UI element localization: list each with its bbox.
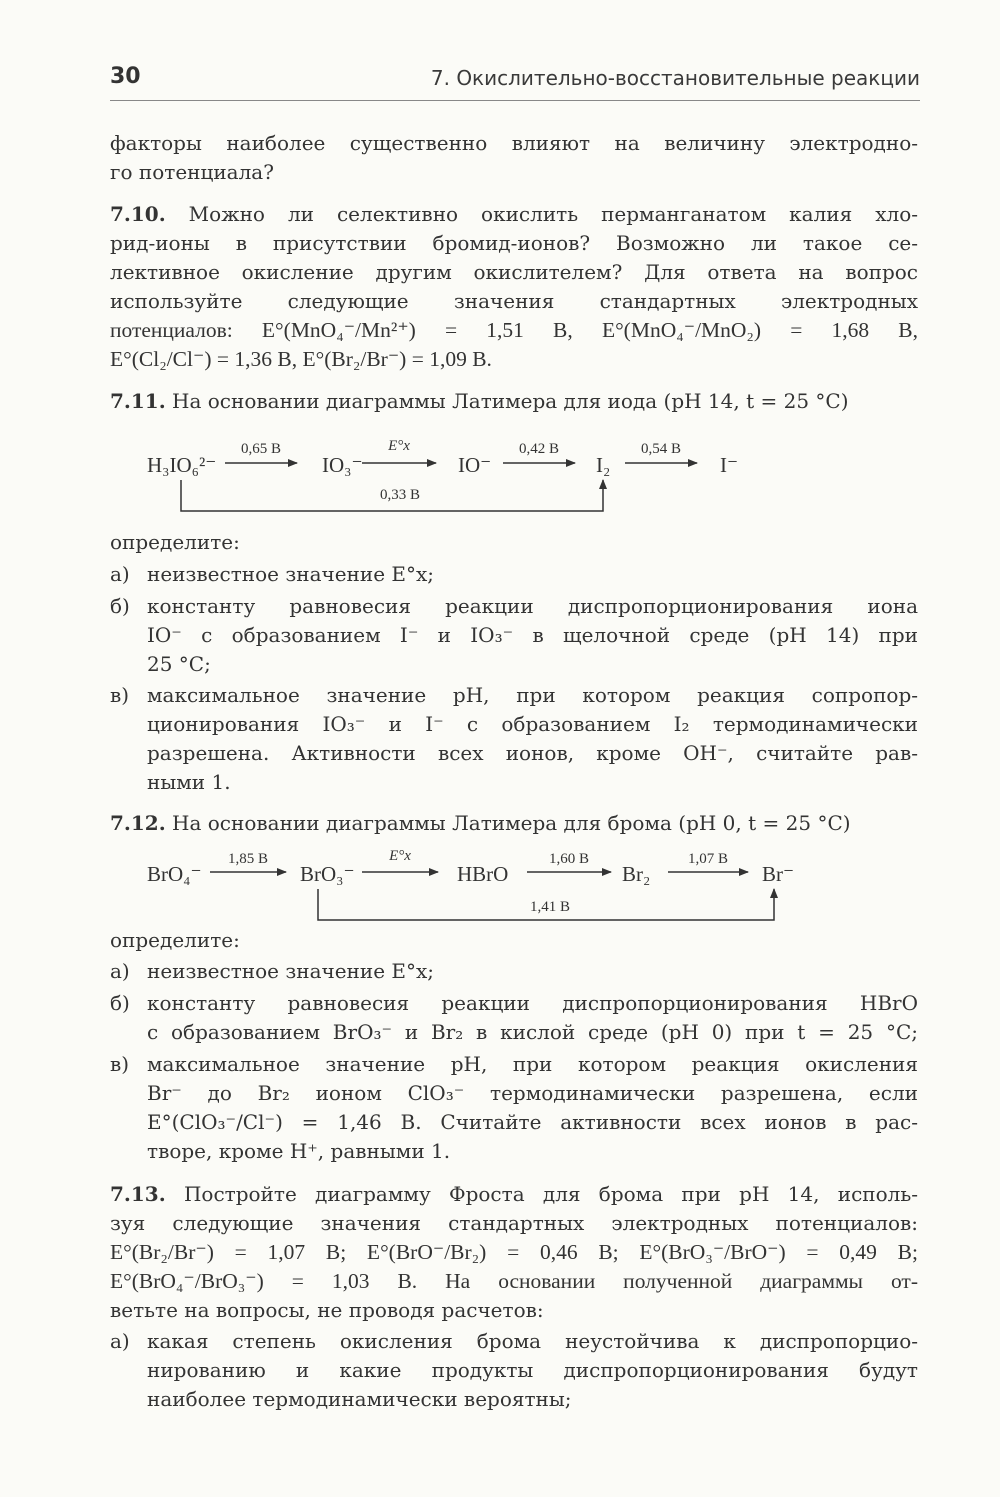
text-line: го потенциала? xyxy=(110,160,274,184)
page-number: 30 xyxy=(110,64,141,89)
item-text: константу равновесия реакции диспропорционирования иона xyxy=(147,594,918,618)
arrow-label: E°x xyxy=(389,848,411,864)
item-text: константу равновесия реакции диспропорционирования HBrO xyxy=(147,991,918,1015)
item-text: ными 1. xyxy=(147,770,231,794)
item-mark: б) xyxy=(110,991,130,1015)
text-line: лективное окисление другим окислителем? Для ответа на вопрос xyxy=(110,260,918,284)
bracket-arrow xyxy=(318,889,774,920)
formula-line: E°(BrO₄⁻/BrO₃⁻) = 1,03 В. На основании полученной диаграммы от- xyxy=(110,1269,918,1293)
arrow-label: 1,85 В xyxy=(227,851,268,867)
problem-number: 7.13. xyxy=(110,1182,166,1206)
problem-number: 7.11. xyxy=(110,389,166,413)
text-line: используйте следующие значения стандартных электродных xyxy=(110,289,918,313)
item-text: IO⁻ с образованием I⁻ и IO₃⁻ в щелочной среде (pH 14) при xyxy=(147,623,918,647)
arrow-label: 0,54 В xyxy=(640,441,681,457)
item-text: какая степень окисления брома неустойчива к диспропорцио- xyxy=(147,1329,918,1353)
species: Br₂ xyxy=(622,862,651,886)
species: BrO₄⁻ xyxy=(147,862,202,886)
item-text: творе, кроме H⁺, равными 1. xyxy=(147,1139,451,1163)
problem-7-12-line: 7.12. На основании диаграммы Латимера для брома (pH 0, t = 25 °C) xyxy=(110,811,851,835)
problem-7-13-line: 7.13. Постройте диаграмму Фроста для брома при pH 14, исполь- xyxy=(110,1182,919,1206)
species: HBrO xyxy=(457,862,509,886)
bracket-label: 0,33 В xyxy=(379,487,420,503)
formula-line: E°(Cl₂/Cl⁻) = 1,36 В, E°(Br₂/Br⁻) = 1,09 В. xyxy=(110,347,492,371)
problem-number: 7.10. xyxy=(110,202,166,226)
species: Br⁻ xyxy=(762,862,795,886)
text-line: факторы наиболее существенно влияют на величину электродно- xyxy=(110,131,918,155)
item-text: максимальное значение pH, при котором реакция сопропор- xyxy=(147,683,918,707)
formula-line: потенциалов: E°(MnO₄⁻/Mn²⁺) = 1,51 В, E°(MnO₄⁻/MnO₂) = 1,68 В, xyxy=(110,318,919,342)
problem-7-10-line: 7.10. Можно ли селективно окислить перманганатом калия хло- xyxy=(110,202,918,226)
item-text: нированию и какие продукты диспропорционирования будут xyxy=(147,1358,918,1382)
item-mark: а) xyxy=(110,562,130,586)
text-line: определите: xyxy=(110,928,240,952)
item-mark: а) xyxy=(110,959,130,983)
item-text: ционирования IO₃⁻ и I⁻ с образованием I₂ термодинамически xyxy=(147,712,918,736)
item-text: 25 °C; xyxy=(147,652,211,676)
formula-line: E°(Br₂/Br⁻) = 1,07 В; E°(BrO⁻/Br₂) = 0,46 В; E°(BrO₃⁻/BrO⁻) = 0,49 В; xyxy=(110,1240,918,1264)
problem-number: 7.12. xyxy=(110,811,166,835)
bracket-label: 1,41 В xyxy=(529,899,570,915)
text-line: зуя следующие значения стандартных электродных потенциалов: xyxy=(110,1211,918,1235)
species: H₃IO₆²⁻ xyxy=(147,453,217,477)
text-line: рид-ионы в присутствии бромид-ионов? Возможно ли такое се- xyxy=(110,231,918,255)
item-text: неизвестное значение E°x; xyxy=(147,562,435,586)
item-text: с образованием BrO₃⁻ и Br₂ в кислой среде (pH 0) при t = 25 °C; xyxy=(147,1020,918,1044)
species: I₂ xyxy=(596,453,611,477)
item-mark: в) xyxy=(110,683,130,707)
arrow-label: 1,60 В xyxy=(548,851,589,867)
item-mark: в) xyxy=(110,1052,130,1076)
running-title: 7. Окислительно-восстановительные реакции xyxy=(430,66,920,90)
problem-7-11-line: 7.11. На основании диаграммы Латимера для иода (pH 14, t = 25 °C) xyxy=(110,389,849,413)
item-text: разрешена. Активности всех ионов, кроме OH⁻, считайте рав- xyxy=(147,741,918,765)
species: I⁻ xyxy=(720,453,739,477)
item-text: максимальное значение pH, при котором реакция окисления xyxy=(147,1052,918,1076)
species: IO₃⁻ xyxy=(322,453,363,477)
item-mark: а) xyxy=(110,1329,130,1353)
item-mark: б) xyxy=(110,594,130,618)
item-text: E°(ClO₃⁻/Cl⁻) = 1,46 В. Считайте активности всех ионов в рас- xyxy=(147,1110,918,1134)
item-text: наиболее термодинамически вероятны; xyxy=(147,1387,572,1411)
item-text: неизвестное значение E°x; xyxy=(147,959,435,983)
species: BrO₃⁻ xyxy=(300,862,355,886)
arrow-label: 0,42 В xyxy=(518,441,559,457)
text-line: определите: xyxy=(110,530,240,554)
text-line: ветьте на вопросы, не проводя расчетов: xyxy=(110,1298,544,1322)
item-text: Br⁻ до Br₂ ионом ClO₃⁻ термодинамически разрешена, если xyxy=(147,1081,918,1105)
arrow-label: E°x xyxy=(388,438,410,454)
arrow-label: 0,65 В xyxy=(240,441,281,457)
arrow-label: 1,07 В xyxy=(687,851,728,867)
species: IO⁻ xyxy=(458,453,492,477)
